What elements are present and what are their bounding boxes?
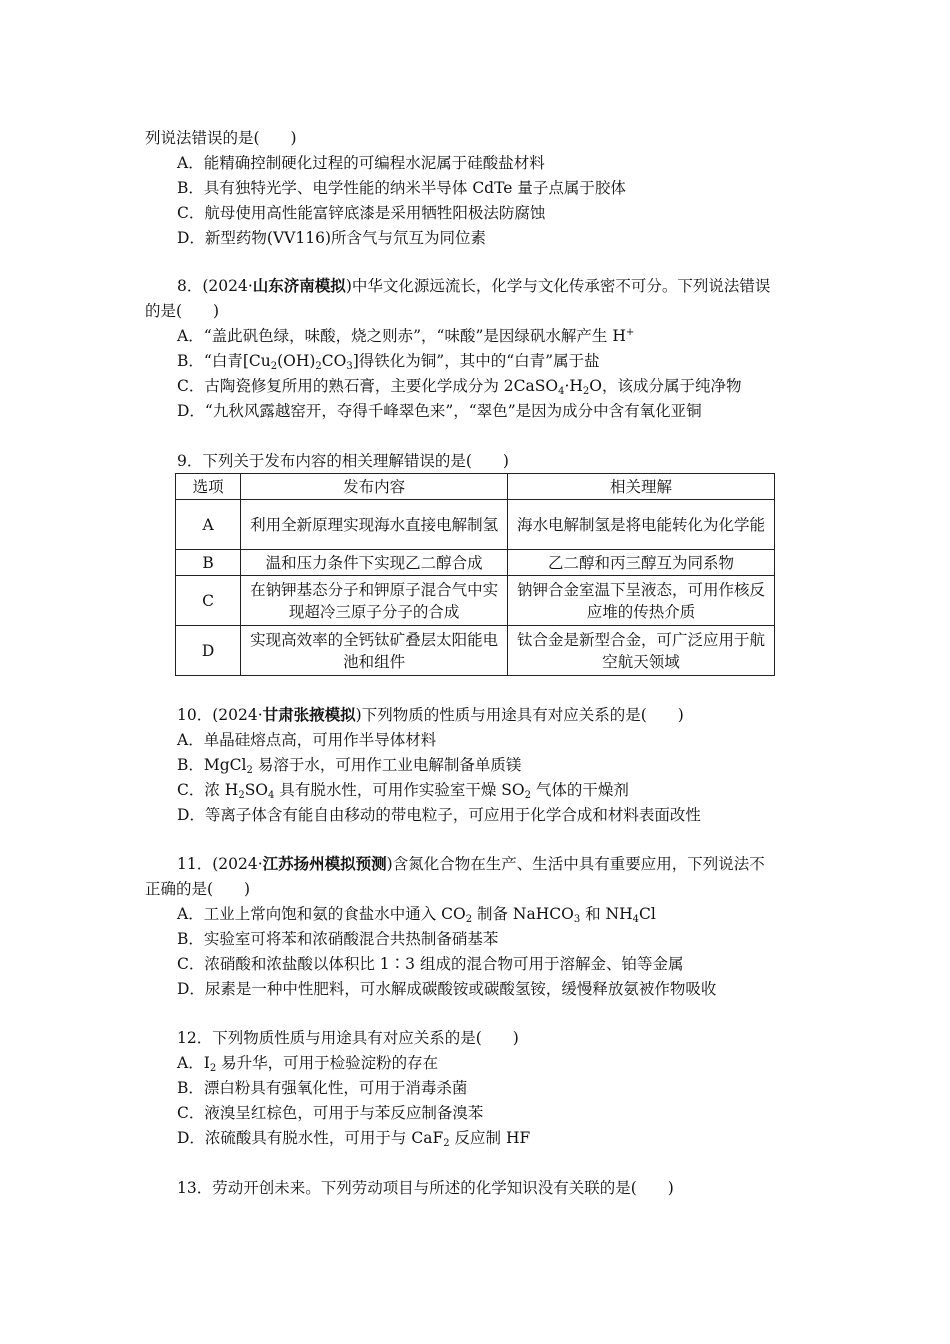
q7-option-c: C．航母使用高性能富锌底漆是采用牺牲阳极法防腐蚀	[177, 204, 546, 222]
table-row	[176, 550, 775, 576]
table-header-cell: 发布内容	[241, 474, 508, 500]
q13-stem: 13．劳动开创未来。下列劳动项目与所述的化学知识没有关联的是( )	[177, 1179, 674, 1197]
q8-option-c: C．古陶瓷修复所用的熟石膏，主要化学成分为 $2CaSO_4\cdot H_2O$，该成分属于纯净物	[177, 377, 742, 397]
q8-stem: 8．(2024·山东济南模拟)中华文化源远流长，化学与文化传承密不可分。下列说法错误	[177, 276, 771, 295]
table-header-row	[176, 474, 775, 500]
table-cell: B	[176, 550, 241, 576]
table-row	[176, 500, 775, 550]
table-cell: A	[176, 500, 241, 550]
table-cell: 利用全新原理实现海水直接电解制氢	[241, 500, 508, 550]
q10-option-a: A．单晶硅熔点高，可用作半导体材料	[177, 731, 437, 749]
q11-option-b: B．实验室可将苯和浓硝酸混合共热制备硝基苯	[177, 930, 499, 948]
table-cell: 海水电解制氢是将电能转化为化学能	[508, 500, 775, 550]
q7-option-d: D．新型药物(VV116)所含气与氘互为同位素	[177, 229, 486, 247]
q10-source: 甘肃张掖模拟	[262, 705, 356, 724]
q12-option-c: C．液溴呈红棕色，可用于与苯反应制备溴苯	[177, 1104, 484, 1122]
table-header-cell: 相关理解	[508, 474, 775, 500]
q7-option-a: A．能精确控制硬化过程的可编程水泥属于硅酸盐材料	[177, 154, 545, 172]
q11-stem-line2: 正确的是( )	[145, 880, 251, 898]
q8-option-b: B．“白青$[Cu_2(OH)_2CO_3]$得铁化为铜”，其中的“白青”属于盐	[177, 352, 600, 372]
q8-source: 山东济南模拟	[252, 276, 346, 295]
q9-stem: 9．下列关于发布内容的相关理解错误的是( )	[177, 452, 509, 470]
q12-option-b: B．漂白粉具有强氧化性，可用于消毒杀菌	[177, 1079, 468, 1097]
q12-option-d: D．浓硫酸具有脱水性，可用于与 CaF$_2$ 反应制 HF	[177, 1129, 531, 1149]
q11-source: 江苏扬州模拟预测	[262, 854, 387, 873]
table-row	[176, 576, 775, 626]
q7-option-b: B．具有独特光学、电学性能的纳米半导体 CdTe 量子点属于胶体	[177, 179, 626, 197]
table-cell: 乙二醇和丙三醇互为同系物	[508, 550, 775, 576]
q10-stem: 10．(2024·甘肃张掖模拟)下列物质的性质与用途具有对应关系的是( )	[177, 705, 684, 724]
q12-option-a: A．$I_2$ 易升华，可用于检验淀粉的存在	[177, 1054, 439, 1074]
q7-stem-continuation: 列说法错误的是( )	[145, 129, 297, 147]
q11-option-c: C．浓硝酸和浓盐酸以体积比 1∶3 组成的混合物可用于溶解金、铂等金属	[177, 955, 684, 973]
table-cell: 温和压力条件下实现乙二醇合成	[241, 550, 508, 576]
q12-stem: 12．下列物质性质与用途具有对应关系的是( )	[177, 1029, 519, 1047]
table-cell: D	[176, 626, 241, 676]
q9-table	[175, 473, 775, 676]
table-row	[176, 626, 775, 676]
table-cell: 在钠钾基态分子和钾原子混合气中实现超冷三原子分子的合成	[241, 576, 508, 626]
table-cell: C	[176, 576, 241, 626]
table-cell: 钛合金是新型合金，可广泛应用于航空航天领域	[508, 626, 775, 676]
q11-option-d: D．尿素是一种中性肥料，可水解成碳酸铵或碳酸氢铵，缓慢释放氨被作物吸收	[177, 980, 717, 998]
table-cell: 实现高效率的全钙钛矿叠层太阳能电池和组件	[241, 626, 508, 676]
q8-option-d: D．“九秋风露越窑开，夺得千峰翠色来”，“翠色”是因为成分中含有氧化亚铜	[177, 402, 702, 420]
table-cell: 钠钾合金室温下呈液态，可用作核反应堆的传热介质	[508, 576, 775, 626]
table-header-cell: 选项	[176, 474, 241, 500]
q11-stem: 11．(2024·江苏扬州模拟预测)含氮化合物在生产、生活中具有重要应用，下列说法不	[177, 854, 765, 873]
q8-stem-line2: 的是( )	[145, 302, 220, 320]
q10-option-d: D．等离子体含有能自由移动的带电粒子，可应用于化学合成和材料表面改性	[177, 806, 701, 824]
q10-option-b: B．MgCl$_2$ 易溶于水，可用作工业电解制备单质镁	[177, 756, 522, 776]
q11-option-a: A．工业上常向饱和氨的食盐水中通入 $CO_2$ 制备 NaHCO$_3$ 和 $NH_4Cl$	[177, 905, 656, 925]
q10-option-c: C．浓 $H_2SO_4$ 具有脱水性，可用作实验室干燥 $SO_2$ 气体的干燥剂	[177, 781, 629, 801]
q8-option-a: A．“盖此矾色绿，味酸，烧之则赤”，“味酸”是因绿矾水解产生 H+	[177, 327, 635, 345]
